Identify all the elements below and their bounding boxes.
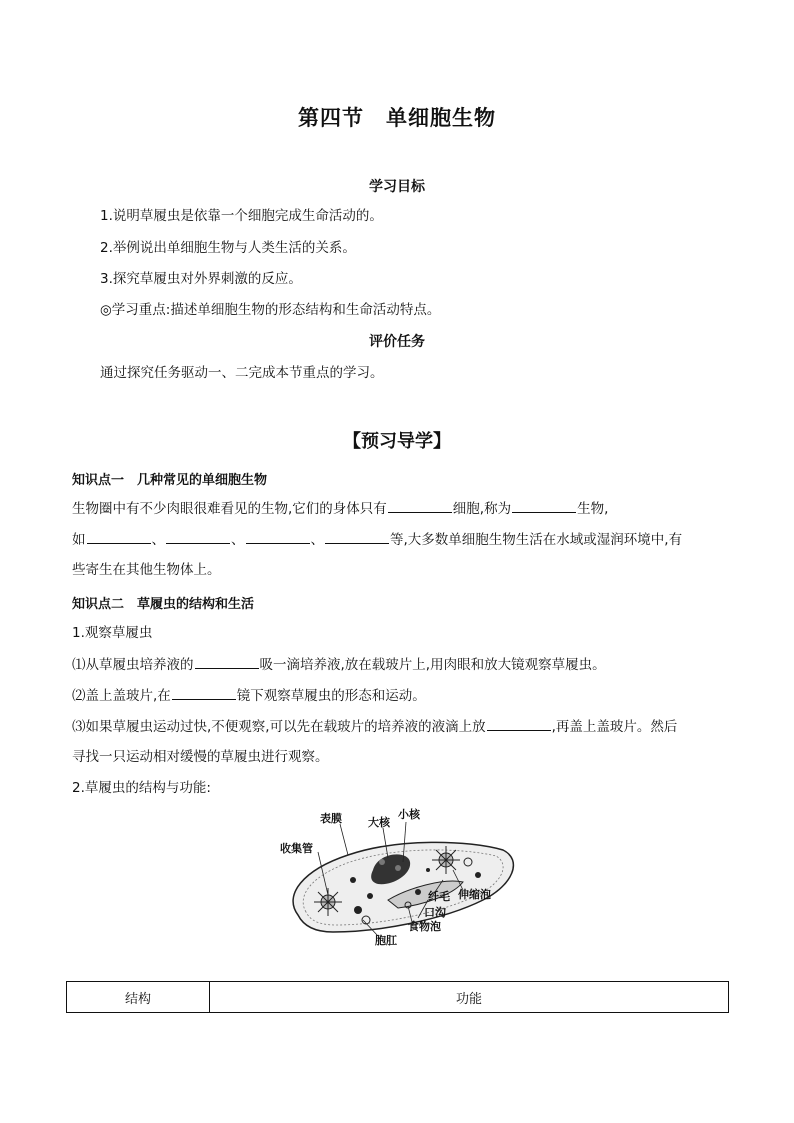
evaluation-text: 通过探究任务驱动一、二完成本节重点的学习。 (100, 365, 384, 381)
page-title: 第四节 单细胞生物 (298, 106, 496, 130)
kp2-item-1: ⑴从草履虫培养液的 吸一滴培养液,放在载玻片上,用肉眼和放大镜观察草履虫。 (72, 657, 606, 673)
kp1-line3: 些寄生在其他生物体上。 (72, 562, 221, 578)
key-point: ◎学习重点:描述单细胞生物的形态结构和生命活动特点。 (100, 302, 441, 318)
table-header-function: 功能 (210, 982, 729, 1013)
blank[interactable] (172, 686, 236, 700)
label-food-vacuole: 食物泡 (408, 920, 441, 933)
blank[interactable] (87, 530, 151, 544)
objective-2: 2.举例说出单细胞生物与人类生活的关系。 (100, 240, 356, 256)
kp2-item-2: ⑵盖上盖玻片,在 镜下观察草履虫的形态和运动。 (72, 688, 426, 704)
kp2-title: 知识点二 草履虫的结构和生活 (72, 597, 255, 612)
kp2-subtitle-1: 1.观察草履虫 (72, 625, 153, 641)
label-micronucleus: 小核 (398, 808, 420, 821)
evaluation-heading: 评价任务 (369, 334, 425, 350)
blank[interactable] (487, 717, 551, 731)
blank[interactable] (246, 530, 310, 544)
label-macronucleus: 大核 (368, 816, 390, 829)
blank[interactable] (166, 530, 230, 544)
blank[interactable] (195, 655, 259, 669)
kp2-subtitle-2: 2.草履虫的结构与功能: (72, 780, 211, 796)
kp2-item-3: ⑶如果草履虫运动过快,不便观察,可以先在载玻片的培养液的液滴上放 ,再盖上盖玻片。然后 (72, 719, 678, 735)
blank[interactable] (512, 499, 576, 513)
label-anal-pore: 胞肛 (375, 934, 397, 947)
objective-3: 3.探究草履虫对外界刺激的反应。 (100, 271, 302, 287)
label-membrane: 表膜 (320, 812, 342, 825)
kp1-line1: 生物圈中有不少肉眼很难看见的生物,它们的身体只有 细胞,称为 生物, (72, 501, 609, 517)
paramecium-illustration (278, 800, 528, 950)
kp1-line2: 如 、 、 、 等,大多数单细胞生物生活在水域或湿润环境中,有 (72, 532, 683, 548)
paramecium-figure (278, 800, 528, 950)
table-header-structure: 结构 (67, 982, 210, 1013)
kp2-item-3-cont: 寻找一只运动相对缓慢的草履虫进行观察。 (72, 749, 329, 765)
label-cilia: 纤毛 (428, 890, 450, 903)
label-contractile-vacuole: 伸缩泡 (458, 888, 491, 901)
structure-function-table (66, 981, 729, 1013)
objective-1: 1.说明草履虫是依靠一个细胞完成生命活动的。 (100, 208, 383, 224)
kp1-title: 知识点一 几种常见的单细胞生物 (72, 473, 268, 488)
label-oral-groove: 口沟 (424, 906, 446, 919)
table-row (67, 982, 729, 1013)
preview-heading: 【预习导学】 (343, 431, 451, 452)
label-collecting-canal: 收集管 (280, 842, 313, 855)
blank[interactable] (325, 530, 389, 544)
objectives-heading: 学习目标 (369, 179, 425, 195)
blank[interactable] (388, 499, 452, 513)
